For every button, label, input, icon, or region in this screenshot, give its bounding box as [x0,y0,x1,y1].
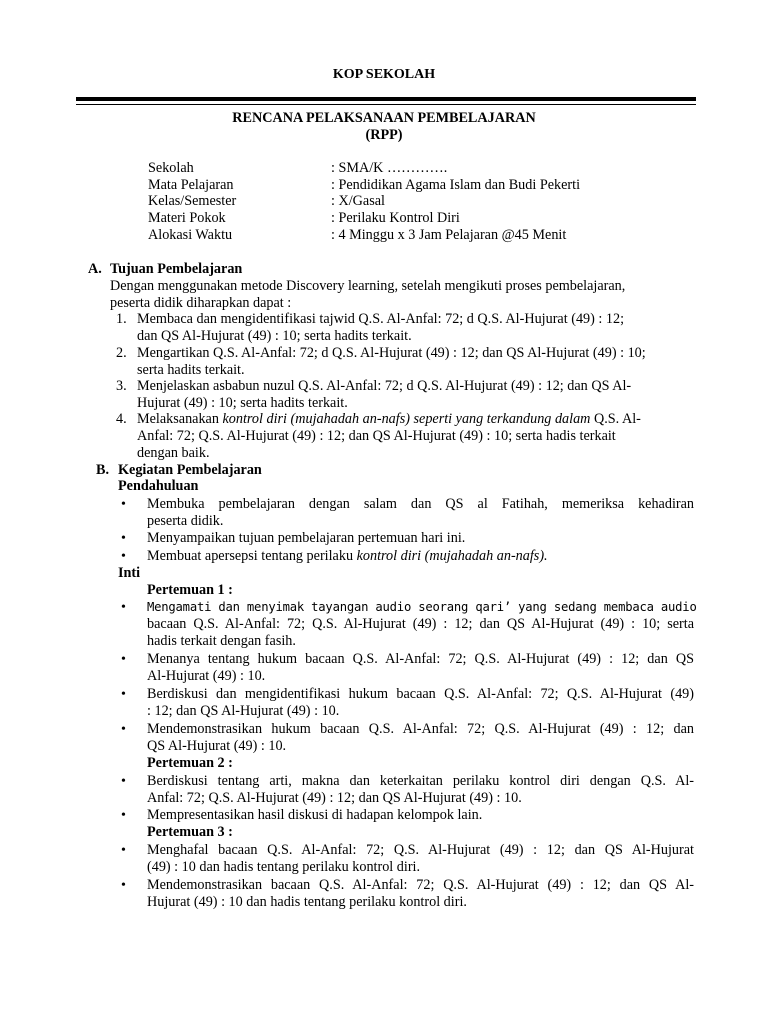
list-item: Berdiskusi tentang arti, makna dan keterkaitan perilaku kontrol diri dengan Q.S. Al- [147,773,694,789]
list-item: Hujurat (49) : 10; serta hadits terkait. [137,395,348,411]
list-item: Berdiskusi dan mengidentifikasi hukum bacaan Q.S. Al-Anfal: 72; Q.S. Al-Hujurat (49) [147,686,694,702]
list-item: Anfal: 72; Q.S. Al-Hujurat (49) : 12; dan QS Al-Hujurat (49) : 10; serta hadis terkait [137,428,616,444]
info-value: : Pendidikan Agama Islam dan Budi Pekerti [331,177,581,193]
list-item [137,411,641,428]
bullet-icon: • [121,531,126,546]
list-number: 3. [116,378,127,394]
list-item: serta hadits terkait. [137,362,245,378]
list-item: Mengamati dan menyimak tayangan audio seorang qari’ yang sedang membaca audio [147,600,697,614]
bullet-icon: • [121,687,126,702]
list-number: 2. [116,345,127,361]
bullet-icon: • [121,549,126,564]
list-item: Mendemonstrasikan hukum bacaan Q.S. Al-Anfal: 72; Q.S. Al-Hujurat (49) : 12; dan [147,721,694,737]
info-label: Materi Pokok [148,210,226,226]
list-item: hadis terkait dengan fasih. [147,633,296,649]
pertemuan-1-title: Pertemuan 1 : [147,582,233,598]
list-item: Menjelaskan asbabun nuzul Q.S. Al-Anfal: 72; d Q.S. Al-Hujurat (49) : 12; dan QS Al- [137,378,632,394]
list-item: dengan baik. [137,445,210,461]
pertemuan-3-title: Pertemuan 3 : [147,824,233,840]
list-number: 4. [116,411,127,427]
list-item: Membaca dan mengidentifikasi tajwid Q.S. Al-Anfal: 72; d Q.S. Al-Hujurat (49) : 12; [137,311,625,327]
bullet-icon: • [121,497,126,512]
section-a-intro: Dengan menggunakan metode Discovery learning, setelah mengikuti proses pembelajaran, [110,278,626,294]
list-item: dan QS Al-Hujurat (49) : 10; serta hadits terkait. [137,328,412,344]
list-item-italic: kontrol diri (mujahadah an-nafs). [356,548,548,564]
header-rule-thin [76,104,696,105]
bullet-icon: • [121,600,126,615]
info-value: : Perilaku Kontrol Diri [331,210,460,226]
section-a-marker: A. [88,261,102,277]
section-a-title: Tujuan Pembelajaran [110,261,243,277]
list-item [147,548,548,565]
list-item: Menyampaikan tujuan pembelajaran pertemuan hari ini. [147,530,466,546]
inti-title: Inti [118,565,141,581]
section-b-title: Kegiatan Pembelajaran [118,462,262,478]
info-label: Kelas/Semester [148,193,237,209]
info-value: : 4 Minggu x 3 Jam Pelajaran @45 Menit [331,227,567,243]
info-label: Sekolah [148,160,194,176]
bullet-icon: • [121,722,126,737]
bullet-icon: • [121,774,126,789]
bullet-icon: • [121,652,126,667]
list-item: Al-Hujurat (49) : 10. [147,668,266,684]
section-b-marker: B. [96,462,110,478]
bullet-icon: • [121,808,126,823]
list-item: (49) : 10 dan hadis tentang perilaku kontrol diri. [147,859,421,875]
list-item-text: Q.S. Al- [590,411,641,427]
list-item: Membuka pembelajaran dengan salam dan QS al Fatihah, memeriksa kehadiran [147,496,694,512]
list-item-text: Melaksanakan [137,411,223,427]
header-rule-thick [76,97,696,101]
list-item: Mengartikan Q.S. Al-Anfal: 72; d Q.S. Al-Hujurat (49) : 12; dan QS Al-Hujurat (49) : 10; [137,345,646,361]
list-item: Mempresentasikan hasil diskusi di hadapan kelompok lain. [147,807,483,823]
info-value: : X/Gasal [331,193,385,209]
info-label: Mata Pelajaran [148,177,234,193]
list-item: Mendemonstrasikan bacaan Q.S. Al-Anfal: 72; Q.S. Al-Hujurat (49) : 12; dan QS Al- [147,877,694,893]
list-item-italic: kontrol diri (mujahadah an-nafs) seperti yang terkandung dalam [222,411,591,427]
list-item: Menanya tentang hukum bacaan Q.S. Al-Anfal: 72; Q.S. Al-Hujurat (49) : 12; dan QS [147,651,694,667]
info-label: Alokasi Waktu [148,227,233,243]
document-title: RENCANA PELAKSANAAN PEMBELAJARAN [232,110,536,126]
pertemuan-2-title: Pertemuan 2 : [147,755,233,771]
pendahuluan-title: Pendahuluan [118,478,199,494]
list-item: : 12; dan QS Al-Hujurat (49) : 10. [147,703,340,719]
list-item: QS Al-Hujurat (49) : 10. [147,738,287,754]
list-item: Hujurat (49) : 10 dan hadis tentang perilaku kontrol diri. [147,894,467,910]
list-item: Menghafal bacaan Q.S. Al-Anfal: 72; Q.S. Al-Hujurat (49) : 12; dan QS Al-Hujurat [147,842,694,858]
document-subtitle: (RPP) [365,127,403,143]
list-item: peserta didik. [147,513,224,529]
bullet-icon: • [121,878,126,893]
list-item-text: Membuat apersepsi tentang perilaku [147,548,357,564]
info-value: : SMA/K …………. [331,160,448,176]
list-number: 1. [116,311,127,327]
list-item: Anfal: 72; Q.S. Al-Hujurat (49) : 12; dan QS Al-Hujurat (49) : 10. [147,790,522,806]
list-item: bacaan Q.S. Al-Anfal: 72; Q.S. Al-Hujurat (49) : 12; dan QS Al-Hujurat (49) : 10; serta [147,616,694,632]
kop-sekolah: KOP SEKOLAH [332,67,436,82]
bullet-icon: • [121,843,126,858]
section-a-intro: peserta didik diharapkan dapat : [110,295,292,311]
